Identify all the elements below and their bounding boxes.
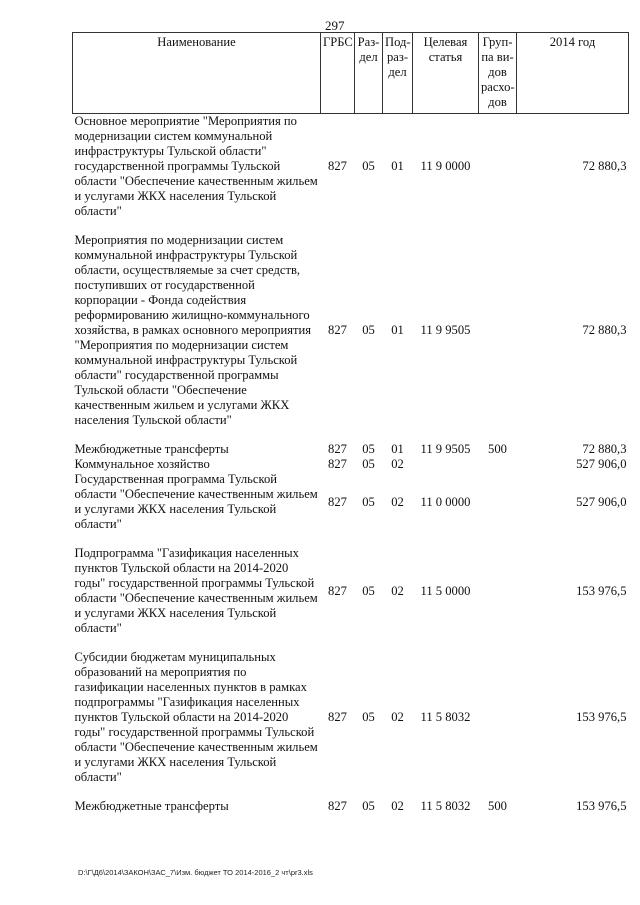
row-rz: 05 xyxy=(362,457,375,471)
row-rz: 05 xyxy=(362,323,375,337)
row-amount: 527 906,0 xyxy=(576,494,627,509)
row-vr: 500 xyxy=(488,442,507,456)
row-pr: 02 xyxy=(391,583,404,598)
row-amount: 153 976,5 xyxy=(576,710,627,724)
header-grbs: ГРБС xyxy=(321,33,355,114)
row-spacer xyxy=(73,636,629,650)
row-cs: 11 9 0000 xyxy=(420,159,471,173)
table-row xyxy=(73,650,629,785)
row-vr xyxy=(479,546,517,636)
row-vr xyxy=(479,114,517,220)
row-grbs: 827 xyxy=(328,442,347,456)
row-name: Государственная программа Тульской области "Обеспечение качественным жильем и услугами ЖКХ населения Тульской области" xyxy=(74,472,318,531)
row-vr xyxy=(479,457,517,472)
page-number: 297 xyxy=(325,18,345,33)
row-spacer xyxy=(73,428,629,442)
row-cs: 11 5 0000 xyxy=(420,583,471,598)
header-name: Наименование xyxy=(73,33,321,114)
row-cs: 11 9 9505 xyxy=(420,442,471,456)
row-amount: 72 880,3 xyxy=(582,442,627,456)
row-rz: 05 xyxy=(362,442,375,456)
row-pr: 02 xyxy=(391,494,404,509)
row-amount: 153 976,5 xyxy=(576,799,627,813)
row-grbs: 827 xyxy=(328,494,347,509)
row-vr xyxy=(479,650,517,785)
row-rz: 05 xyxy=(362,710,375,724)
row-pr: 02 xyxy=(391,799,404,813)
table-row xyxy=(73,799,629,814)
row-rz: 05 xyxy=(362,799,375,813)
row-cs: 11 5 8032 xyxy=(420,799,471,813)
row-amount: 527 906,0 xyxy=(576,457,627,471)
table-row xyxy=(73,233,629,428)
row-name: Межбюджетные трансферты xyxy=(74,442,229,456)
header-podrazdel: Под- раз- дел xyxy=(383,33,413,114)
table-row xyxy=(73,114,629,220)
row-grbs: 827 xyxy=(328,323,347,337)
header-year: 2014 год xyxy=(517,33,629,114)
row-cs: 11 5 8032 xyxy=(420,710,471,724)
row-amount: 72 880,3 xyxy=(582,323,627,337)
table-row xyxy=(73,546,629,636)
row-spacer xyxy=(73,219,629,233)
row-pr: 02 xyxy=(391,457,404,471)
row-name: Подпрограмма "Газификация населенных пунктов Тульской области на 2014-2020 годы" государственной программы Тульской области "Обеспечение качественным жильем и услугами ЖКХ населения Тульской области" xyxy=(74,546,318,635)
row-grbs: 827 xyxy=(328,799,347,813)
row-name: Субсидии бюджетам муниципальных образований на мероприятия по газификации населенных пунктов в рамках подпрограммы "Газификация населенных пунктов Тульской области на 2014-2020 годы" государственной программы Тульской области "Обеспечение качественным жильем и услугами ЖКХ населения Тульской области" xyxy=(74,650,318,784)
row-vr xyxy=(479,472,517,532)
header-target: Целевая статья xyxy=(413,33,479,114)
row-pr: 01 xyxy=(391,323,404,337)
table-header-row xyxy=(73,33,629,114)
row-vr xyxy=(479,233,517,428)
row-pr: 02 xyxy=(391,710,404,724)
row-pr: 01 xyxy=(391,159,404,173)
row-name: Межбюджетные трансферты xyxy=(74,799,229,813)
row-name: Мероприятия по модернизации систем коммунальной инфраструктуры Тульской области, осуществляемые за счет средств, поступивших от государственной корпорации - Фонда содействия реформированию жилищно-коммунального хозяйства, в рамках основного мероприятия "Мероприятия по модернизации систем коммунальной инфраструктуры Тульской области" государственной программы Тульской области "Обеспечение качественным жильем и услугами ЖКХ населения Тульской области" xyxy=(74,233,312,427)
row-name: Основное мероприятие "Мероприятия по модернизации систем коммунальной инфраструктуры Тульской области" государственной программы Тульской области "Обеспечение качественным жильем и услугами ЖКХ населения Тульской области" xyxy=(74,114,318,218)
header-group: Груп- па ви- дов расхо- дов xyxy=(479,33,517,114)
row-name: Коммунальное хозяйство xyxy=(74,457,210,471)
row-rz: 05 xyxy=(362,583,375,598)
file-path-footer: D:\Г\Д6\2014\ЗАКОН\ЗАС_7\Изм. бюджет ТО 2014-2016_2 чт\pr3.xls xyxy=(78,868,313,877)
table-row xyxy=(73,442,629,457)
table-row xyxy=(73,457,629,472)
row-grbs: 827 xyxy=(328,457,347,471)
row-cs: 11 9 9505 xyxy=(420,323,471,337)
row-grbs: 827 xyxy=(328,583,347,598)
row-rz: 05 xyxy=(362,159,375,173)
row-vr: 500 xyxy=(488,799,507,813)
row-cs xyxy=(413,457,479,472)
row-pr: 01 xyxy=(391,442,404,456)
header-razdel: Раз- дел xyxy=(355,33,383,114)
row-rz: 05 xyxy=(362,494,375,509)
table-row xyxy=(73,472,629,532)
row-grbs: 827 xyxy=(328,710,347,724)
budget-table xyxy=(72,32,629,814)
row-cs: 11 0 0000 xyxy=(420,494,471,509)
row-amount: 72 880,3 xyxy=(582,159,627,173)
row-amount: 153 976,5 xyxy=(576,583,627,598)
row-spacer xyxy=(73,785,629,799)
row-grbs: 827 xyxy=(328,159,347,173)
row-spacer xyxy=(73,532,629,546)
